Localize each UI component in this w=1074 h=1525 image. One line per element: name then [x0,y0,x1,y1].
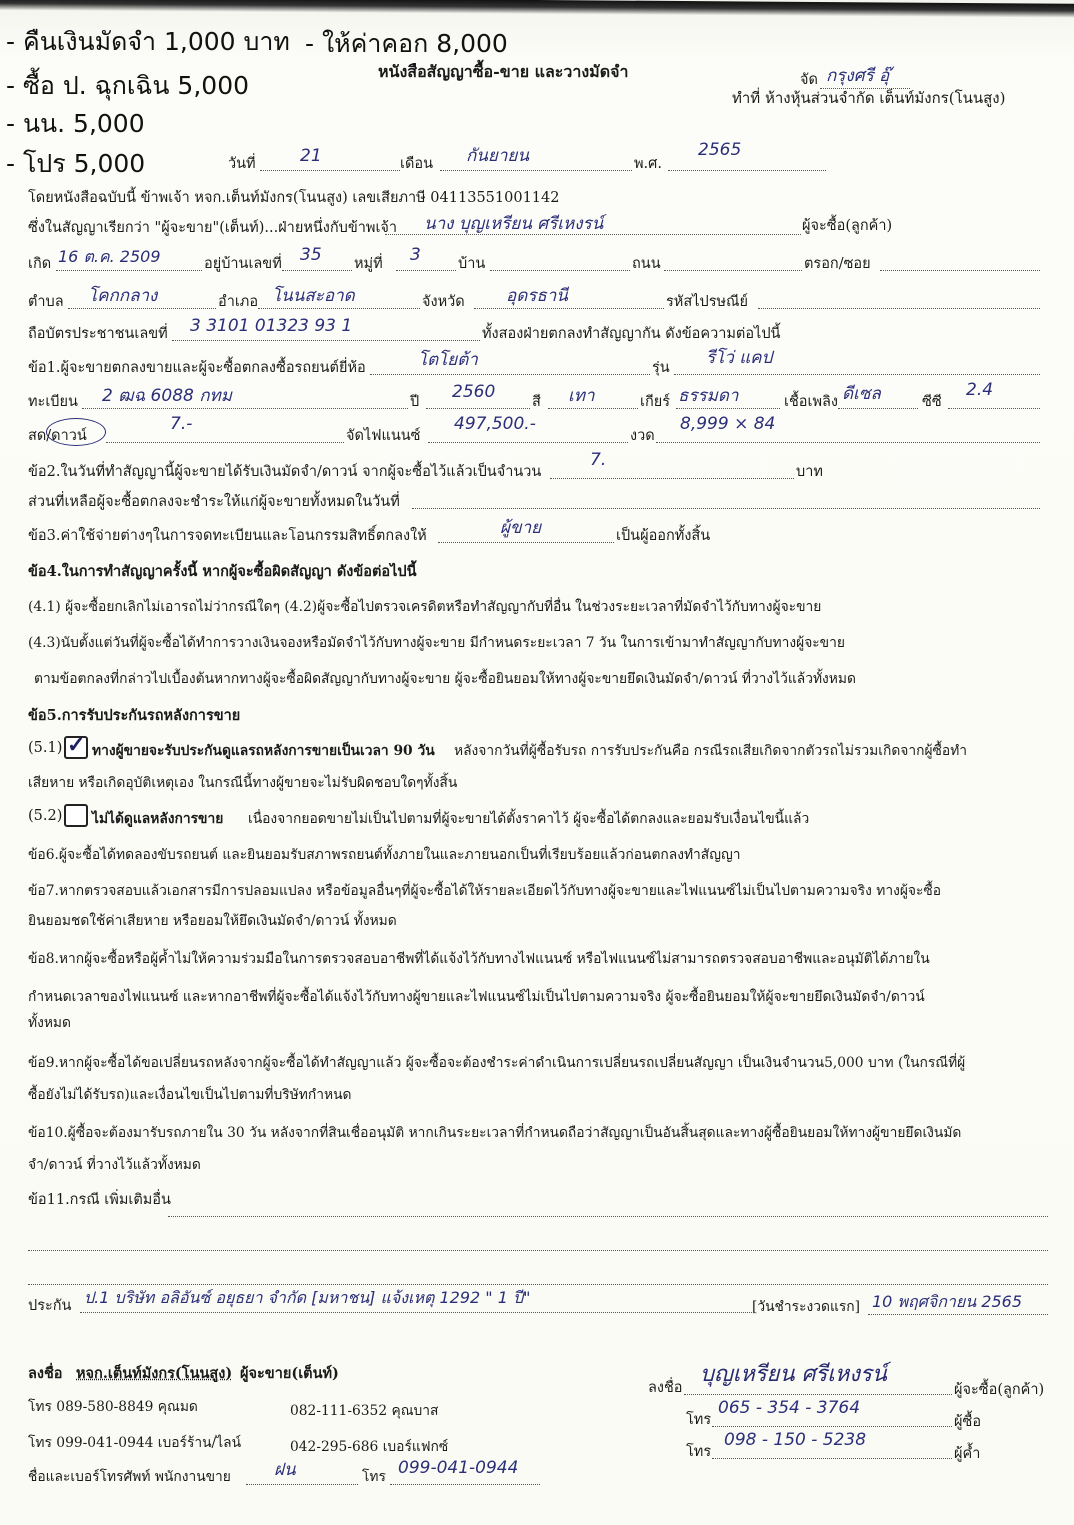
date-year-line [668,170,826,171]
car-year-line [426,408,530,409]
note-emergency-insurance: - ซื้อ ป. ฉุกเฉิน 5,000 [6,71,250,100]
down-circled-mark [46,418,106,446]
clause5-option1-line2: เสียหาย หรือเกิดอุบัติเหตุเอง ในกรณีนี้ทางผู้ขายจะไม่รับผิดชอบใดๆทั้งสิ้น [28,775,458,791]
check-icon: ✓ [67,732,86,758]
finance-line [428,442,628,443]
cc-line [948,408,1040,409]
clause11-line3 [28,1284,1048,1285]
buyer-role-label: ผู้จะซื้อ(ลูกค้า) [802,218,893,234]
clause2-amount-line [550,478,794,479]
clause5-option1-rest: หลังจากวันที่ผู้ซื้อรับรถ การรับประกันคือ กรณีรถเสียเกิดจากตัวรถไม่รวมเกิดจากผู้ซื้อทำ [454,743,968,759]
guarantor-tel: 098 - 150 - 5238 [724,1430,867,1450]
buyer-sign-label: ลงชื่อ [648,1380,683,1396]
moo-line [396,270,456,271]
road-line [664,270,802,271]
finance-label: จัดไฟแนนซ์ [346,428,421,444]
moo-label: หมู่ที่ [354,256,383,272]
note-refund-deposit: - คืนเงินมัดจำ 1,000 บาท [6,27,290,56]
staff-tel: 099-041-0944 [398,1458,519,1478]
car-plate: 2 ฒฉ 6088 กทม [102,386,232,406]
id-number: 3 3101 01323 93 1 [190,316,353,336]
province: อุดรธานี [506,286,568,306]
clause3-party-line [438,542,614,543]
clause8-line1: ข้อ8.หากผู้จะซื้อหรือผู้ค้ำไม่ให้ความร่วมมือในการตรวจสอบอาชีพที่ได้แจ้งไว้กับทางไฟแนนซ์ หรือไฟแนนซ์ไม่สามารถตรวจสอบอาชีพและอนุมัติได้ภายใน [28,951,930,967]
clause5-option1-prefix: (5.1) [28,740,63,756]
date-month-label: เดือน [400,156,433,172]
insurance-label: ประกัน [28,1298,72,1314]
alley-label: ตรอก/ซอย [804,256,871,272]
model-line [674,374,1040,375]
born-line [56,270,202,271]
clause2-unit: บาท [796,464,823,480]
buyer-sign-line [684,1394,952,1395]
guarantor-tel-label: โทร [686,1444,712,1460]
seller-phone4: 042-295-686 เบอร์แฟกซ์ [290,1439,449,1455]
made-at-value: กรุงศรี อุ๊ [826,66,890,86]
village-label: บ้าน [458,256,486,272]
province-line [474,308,664,309]
buyer-tel-suffix: ผู้ซื้อ [954,1414,982,1430]
clause4-title: ข้อ4.ในการทำสัญญาครั้งนี้ หากผู้จะซื้อผิดสัญญา ดังข้อต่อไปนี้ [28,563,417,580]
warranty-90-days-checkbox[interactable] [64,732,88,759]
district-label: อำเภอ [218,294,259,310]
made-at-label: จัด [800,72,818,88]
installment-amount: 8,999 × 84 [680,414,776,434]
born-date: 16 ต.ค. 2509 [58,247,161,266]
buyer-tel-line [712,1426,952,1427]
subdistrict-label: ตำบล [28,294,64,310]
date-day-label: วันที่ [228,156,256,172]
model-label: รุ่น [652,360,670,376]
staff-name: ฝน [274,1460,296,1480]
clause5-option2-bold: ไม่ได้ดูแลหลังการขาย [92,811,224,827]
brand-line [370,374,650,375]
first-due-label: [วันชำระงวดแรก] [752,1299,860,1315]
clause5-title: ข้อ5.การรับประกันรถหลังการขาย [28,707,241,724]
date-year-label: พ.ศ. [634,156,662,172]
insurance-line [80,1312,752,1313]
clause2-amount: 7. [590,450,607,470]
clause9-line2: ซื้อยังไม่ได้รับรถ)และเงื่อนไขเป็นไปตามที่บริษัทกำหนด [28,1087,352,1103]
buyer-name: นาง บุญเหรียน ศรีเหงรน์ [424,214,604,234]
clause2-remaining: ส่วนที่เหลือผู้จะซื้อตกลงจะชำระให้แก่ผู้จะขายทั้งหมดในวันที่ [28,494,400,510]
place-text: ทำที่ ห้างหุ้นส่วนจำกัด เต็นท์มังกร(โนนสูง) [732,89,1006,107]
staff-label: ชื่อและเบอร์โทรศัพท์ พนักงานขาย [28,1469,231,1485]
clause9-line1: ข้อ9.หากผู้จะซื้อได้ขอเปลี่ยนรถหลังจากผู้จะซื้อได้ทำสัญญาแล้ว ผู้จะซื้อจะต้องชำระค่าดำเนินการเปลี่ยนรถเปลี่ยนสัญญา เป็นเงินจำนวน5,000 บาท (ในกรณีที่ผู้ [28,1055,966,1071]
moo: 3 [410,245,421,265]
finance-amount: 497,500.- [454,414,536,434]
clause7-line2: ยินยอมชดใช้ค่าเสียหาย หรือยอมให้ยึดเงินมัดจำ/ดาวน์ ทั้งหมด [28,913,397,929]
clause5-option2-prefix: (5.2) [28,808,63,824]
staff-tel-line [390,1484,540,1485]
province-label: จังหวัด [422,294,465,310]
clause4-line3: ตามข้อตกลงที่กล่าวไปเบื้องต้นหากทางผู้จะซื้อผิดสัญญากับทางผู้จะขาย ผู้จะซื้อยินยอมให้ทางผู้จะขายยึดเงินมัดจำ/ดาวน์ ที่วางไว้แล้วทั้งหมด [34,671,856,687]
plate-label: ทะเบียน [28,394,78,410]
born-label: เกิด [28,256,52,272]
clause1-label: ข้อ1.ผู้จะขายตกลงขายและผู้จะซื้อตกลงซื้อรถยนต์ยี่ห้อ [28,360,366,376]
alley-line [880,270,1040,271]
insurance-value: ป.1 บริษัท อลิอันซ์ อยุธยา จำกัด [มหาชน] แจ้งเหตุ 1292 " 1 ปี" [84,1288,531,1307]
note-pen-fee: - ให้ค่าคอก 8,000 [305,29,508,58]
document-title: หนังสือสัญญาซื้อ-ขาย และวางมัดจำ [378,62,629,81]
clause3-suffix: เป็นผู้ออกทั้งสิ้น [616,528,711,544]
down-amount: 7.- [170,414,193,434]
date-month-line [440,170,632,171]
guarantor-tel-line [712,1458,952,1459]
cc-label: ซีซี [922,394,942,410]
staff-tel-label: โทร [362,1469,386,1485]
installment-label: งวด [630,428,655,444]
clause11-line1 [168,1216,1048,1217]
postcode-label: รหัสไปรษณีย์ [666,294,748,310]
car-gear: ธรรมดา [678,386,739,406]
car-cc: 2.4 [966,380,994,400]
fuel-line [838,408,918,409]
car-model: รีโว่ แคป [706,348,773,368]
clause10-line1: ข้อ10.ผู้ซื้อจะต้องมารับรถภายใน 30 วัน หลังจากที่สินเชื่ออนุมัติ หากเกินระยะเวลาที่กำหนดถือว่าสัญญาเป็นอันสิ้นสุดและทางผู้ซื้อยินยอมให้ทางผู้ขายยึดเงินมัด [28,1125,962,1141]
clause2-text: ข้อ2.ในวันที่ทำสัญญานี้ผู้จะขายได้รับเงินมัดจำ/ดาวน์ จากผู้จะซื้อไว้แล้วเป็นจำนวน [28,464,542,480]
house-no-label: อยู่บ้านเลขที่ [204,256,282,272]
down-label: สด/ดาวน์ [28,428,87,444]
clause5-option1-bold: ทางผู้ขายจะรับประกันดูแลรถหลังการขายเป็นเวลา 90 วัน [92,743,435,759]
house-no-line [282,270,352,271]
seller-sign-label: ลงชื่อ [28,1365,63,1382]
date-day: 21 [300,146,322,166]
seller-phone3: โทร 099-041-0944 เบอร์ร้าน/ไลน์ [28,1435,242,1451]
car-color: เทา [568,386,595,406]
seller-name: หจก.เต็นท์มังกร(โนนสูง) [76,1365,233,1382]
installment-line [656,442,1040,443]
car-brand: โตโยต้า [418,350,478,370]
buyer-tel: 065 - 354 - 3764 [718,1398,861,1418]
clause4-line2: (4.3)นับตั้งแต่วันที่ผู้จะซื้อได้ทำการวางเงินจองหรือมัดจำไว้กับทางผู้จะขาย มีกำหนดระยะเวลา 7 วัน ในการเข้ามาทำสัญญากับทางผู้จะขาย [28,635,845,651]
car-year: 2560 [452,382,496,402]
seller-phone1: โทร 089-580-8849 คุณมด [28,1399,198,1415]
clause11-line2 [28,1250,1048,1251]
subdistrict: โคกกลาง [88,286,158,306]
car-fuel: ดีเซล [842,384,881,404]
district: โนนสะอาด [272,286,355,306]
date-year: 2565 [698,140,742,160]
date-day-line [260,170,400,171]
clause3-text: ข้อ3.ค่าใช้จ่ายต่างๆในการจดทะเบียนและโอนกรรมสิทธิ์ตกลงให้ [28,528,427,544]
note-promo: - โปร 5,000 [6,149,146,178]
house-no: 35 [300,245,322,265]
clause8-line3: ทั้งหมด [28,1015,71,1031]
id-suffix: ทั้งสองฝ่ายตกลงทำสัญญากัน ดังข้อความต่อไปนี้ [482,326,781,342]
clause4-line1: (4.1) ผู้จะซื้อยกเลิกไม่เอารถไม่ว่ากรณีใดๆ (4.2)ผู้จะซื้อไปตรวจเครดิตหรือทำสัญญากับที่อื่น ในช่วงระยะเวลาที่มัดจำไว้กับทางผู้จะขาย [28,599,822,615]
clause2-remaining-line [412,508,1040,509]
buyer-signature: บุญเหรียน ศรีเหงรน์ [700,1362,887,1387]
buyer-sign-role: ผู้จะซื้อ(ลูกค้า) [954,1382,1045,1398]
clause6-text: ข้อ6.ผู้จะซื้อได้ทดลองขับรถยนต์ และยินยอมรับสภาพรถยนต์ทั้งภายในและภายนอกเป็นที่เรียบร้อยแล้วก่อนตกลงทำสัญญา [28,847,741,863]
road-label: ถนน [632,256,661,272]
seller-phone2: 082-111-6352 คุณบาส [290,1403,439,1419]
postcode-line [758,308,1040,309]
down-line [106,442,344,443]
first-due-date: 10 พฤศจิกายน 2565 [872,1292,1022,1311]
date-month: กันยายน [466,146,530,166]
buyer-tel-label: โทร [686,1412,712,1428]
clause3-party: ผู้ขาย [500,518,542,538]
note-weight: - นน. 5,000 [6,109,145,138]
seller-role: ผู้จะขาย(เต็นท์) [240,1365,339,1382]
no-warranty-checkbox[interactable] [64,804,88,827]
staff-name-line [246,1484,358,1485]
clause11-label: ข้อ11.กรณี เพิ่มเติมอื่น [28,1192,171,1208]
intro-line2-prefix: ซึ่งในสัญญาเรียกว่า "ผู้จะขาย"(เต็นท์)...ฝ่ายหนึ่งกับข้าพเจ้า [28,220,398,236]
car-year-label: ปี [410,394,420,410]
clause7-line1: ข้อ7.หากตรวจสอบแล้วเอกสารมีการปลอมแปลง หรือข้อมูลอื่นๆที่ผู้จะซื้อได้ให้รายละเอียดไว้กับทางผู้จะขายและไฟแนนซ์ไม่เป็นไปตามความจริง ทางผู้จะซื้อ [28,883,942,899]
fuel-label: เชื้อเพลิง [784,394,838,410]
clause5-option2-rest: เนื่องจากยอดขายไม่เป็นไปตามที่ผู้จะขายได้ตั้งราคาไว้ ผู้จะซื้อได้ตกลงและยอมรับเงื่อนไขนี้แล้ว [248,811,810,827]
gear-label: เกียร์ [640,394,671,410]
intro-line1: โดยหนังสือฉบับนี้ ข้าพเจ้า หจก.เต็นท์มังกร(โนนสูง) เลขเสียภาษี 04113551001142 [28,190,560,206]
village-line [490,270,630,271]
clause8-line2: กำหนดเวลาของไฟแนนซ์ และหากอาชีพที่ผู้จะซื้อได้แจ้งไว้กับทางผู้ขายและไฟแนนซ์ไม่เป็นไปตามความจริง ผู้จะซื้อยินยอมให้ผู้จะขายยึดเงินมัดจำ/ดาวน์ [28,989,925,1005]
color-label: สี [532,394,541,410]
guarantor-tel-suffix: ผู้ค้ำ [954,1446,981,1462]
clause10-line2: จำ/ดาวน์ ที่วางไว้แล้วทั้งหมด [28,1157,201,1173]
id-label: ถือบัตรประชาชนเลขที่ [28,326,168,342]
id-line [172,340,480,341]
